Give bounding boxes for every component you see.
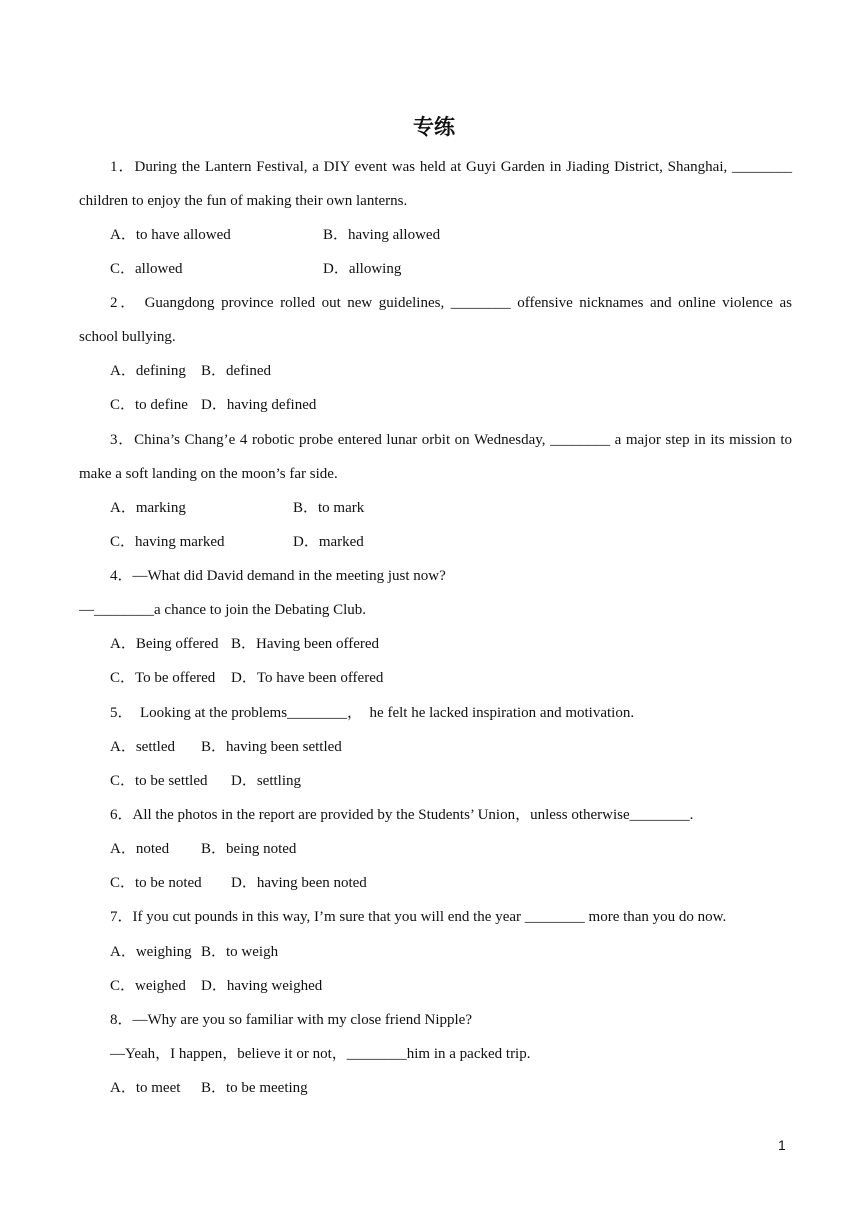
question-2-stem: 2． Guangdong province rolled out new guidelines, ________ offensive nicknames and online violence as	[110, 295, 792, 311]
question-2-option-d: D．having defined	[201, 397, 317, 413]
question-5-option-b: B．having been settled	[201, 739, 342, 755]
question-1-option-a: A．to have allowed	[110, 227, 231, 243]
question-2-continuation: school bullying.	[79, 329, 176, 345]
question-1-option-b: B．having allowed	[323, 227, 441, 243]
question-1-stem: 1．During the Lantern Festival, a DIY event was held at Guyi Garden in Jiading District, Shanghai, ________	[110, 159, 792, 175]
question-7-option-d: D．having weighed	[201, 978, 323, 994]
question-1-continuation: children to enjoy the fun of making their own lanterns.	[79, 193, 408, 209]
question-5-stem: 5． Looking at the problems________， he felt he lacked inspiration and motivation.	[110, 705, 635, 721]
question-3-continuation: make a soft landing on the moon’s far side.	[79, 466, 338, 482]
question-8-continuation: —Yeah，I happen，believe it or not，________him in a packed trip.	[110, 1046, 531, 1062]
page-number: 1	[778, 1137, 786, 1153]
question-3-option-c: C．having marked	[110, 534, 225, 550]
question-7-option-c: C．weighed	[110, 978, 186, 994]
question-6-option-d: D．having been noted	[231, 875, 367, 891]
question-7-option-b: B．to weigh	[201, 944, 279, 960]
question-4-option-d: D．To have been offered	[231, 670, 384, 686]
question-3-option-a: A．marking	[110, 500, 186, 516]
question-7-option-a: A．weighing	[110, 944, 192, 960]
question-8-option-b: B．to be meeting	[201, 1080, 308, 1096]
question-6-option-b: B．being noted	[201, 841, 297, 857]
question-7-stem: 7．If you cut pounds in this way, I’m sure that you will end the year ________ more than you do now.	[110, 909, 727, 925]
question-5-option-d: D．settling	[231, 773, 301, 789]
question-1-option-d: D．allowing	[323, 261, 402, 277]
question-6-stem: 6．All the photos in the report are provided by the Students’ Union，unless otherwise________.	[110, 807, 694, 823]
question-2-option-a: A．defining	[110, 363, 186, 379]
question-8-option-a: A．to meet	[110, 1080, 181, 1096]
question-3-option-b: B．to mark	[293, 500, 365, 516]
question-6-option-c: C．to be noted	[110, 875, 202, 891]
question-5-option-c: C．to be settled	[110, 773, 208, 789]
question-8-stem: 8．—Why are you so familiar with my close friend Nipple?	[110, 1012, 472, 1028]
page-title: 专练	[413, 115, 455, 139]
question-1-option-c: C．allowed	[110, 261, 183, 277]
question-3-stem: 3．China’s Chang’e 4 robotic probe entered lunar orbit on Wednesday, ________ a major step in its mission to	[110, 432, 792, 448]
question-4-stem: 4．—What did David demand in the meeting just now?	[110, 568, 446, 584]
question-4-continuation: —________a chance to join the Debating Club.	[79, 602, 367, 618]
question-4-option-b: B．Having been offered	[231, 636, 380, 652]
question-4-option-a: A．Being offered	[110, 636, 219, 652]
question-2-option-c: C．to define	[110, 397, 188, 413]
question-6-option-a: A．noted	[110, 841, 170, 857]
question-5-option-a: A．settled	[110, 739, 175, 755]
question-3-option-d: D．marked	[293, 534, 364, 550]
question-2-option-b: B．defined	[201, 363, 271, 379]
question-4-option-c: C．To be offered	[110, 670, 216, 686]
